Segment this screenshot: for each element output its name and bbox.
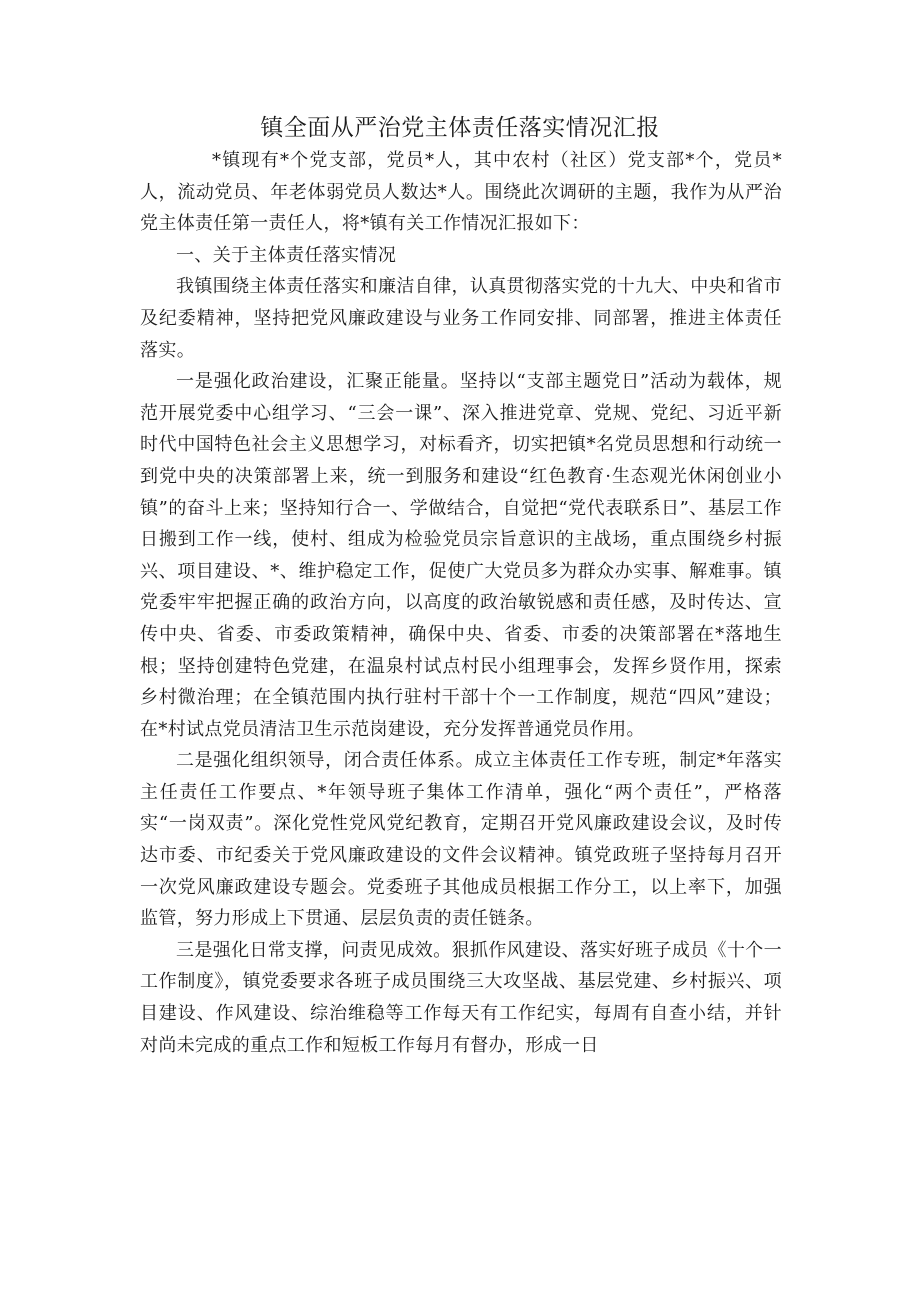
- paragraph-section-summary: 我镇围绕主体责任落实和廉洁自律，认真贯彻落实党的十九大、中央和省市及纪委精神，坚持把党风廉政建设与业务工作同安排、同部署，推进主体责任落实。: [140, 276, 782, 361]
- paragraph-intro: *镇现有*个党支部，党员*人，其中农村（社区）党支部*个，党员*人，流动党员、年老体弱党员人数达*人。围绕此次调研的主题，我作为从严治党主体责任第一责任人，将*镇有关工作情况汇报如下：: [140, 150, 782, 235]
- document-body: [140, 145, 782, 1061]
- paragraph-organizational-leadership: 二是强化组织领导，闭合责任体系。成立主体责任工作专班，制定*年落实主任责任工作要点、*年领导班子集体工作清单，强化“两个责任”，严格落实“一岗双责”。深化党性党风党纪教育，定期召开党风廉政建设会议，及时传达市委、市纪委关于党风廉政建设的文件会议精神。镇党政班子坚持每月召开一次党风廉政建设专题会。党委班子其他成员根据工作分工，以上率下，加强监管，努力形成上下贯通、层层负责的责任链条。: [140, 750, 782, 930]
- section-heading-1: 一、关于主体责任落实情况: [176, 244, 397, 266]
- document-title: 镇全面从严治党主体责任落实情况汇报: [260, 115, 660, 141]
- paragraph-daily-support: 三是强化日常支撑，问责见成效。狠抓作风建设、落实好班子成员《十个一工作制度》，镇党委要求各班子成员围绕三大攻坚战、基层党建、乡村振兴、项目建设、作风建设、综治维稳等工作每天有工作纪实，每周有自查小结，并针对尚未完成的重点工作和短板工作每月有督办，形成一日: [140, 939, 782, 1056]
- paragraph-political-building: 一是强化政治建设，汇聚正能量。坚持以“支部主题党日”活动为载体，规范开展党委中心组学习、“三会一课”、深入推进党章、党规、党纪、习近平新时代中国特色社会主义思想学习，对标看齐，切实把镇*名党员思想和行动统一到党中央的决策部署上来，统一到服务和建设“红色教育·生态观光休闲创业小镇”的奋斗上来；坚持知行合一、学做结合，自觉把“党代表联系日”、基层工作日搬到工作一线，使村、组成为检验党员宗旨意识的主战场，重点围绕乡村振兴、项目建设、*、维护稳定工作，促使广大党员多为群众办实事、解难事。镇党委牢牢把握正确的政治方向，以高度的政治敏锐感和责任感，及时传达、宣传中央、省委、市委政策精神，确保中央、省委、市委的决策部署在*落地生根；坚持创建特色党建，在温泉村试点村民小组理事会，发挥乡贤作用，探索乡村微治理；在全镇范围内执行驻村干部十个一工作制度，规范“四风”建设；在*村试点党员清洁卫生示范岗建设，充分发挥普通党员作用。: [140, 371, 782, 740]
